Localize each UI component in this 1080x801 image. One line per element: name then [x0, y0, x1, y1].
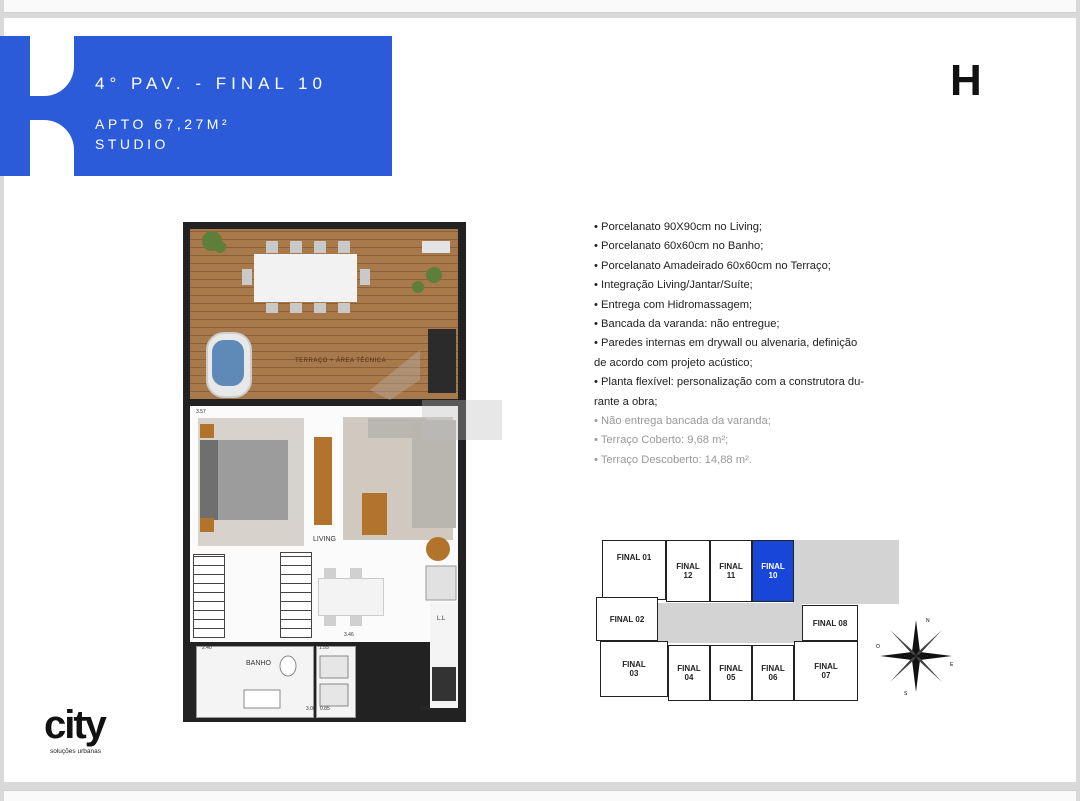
compass-north: N: [926, 618, 930, 624]
keyplan-unit: FINAL 05: [710, 645, 752, 701]
compass-south: S: [904, 691, 908, 696]
corridor: [656, 603, 802, 643]
keyplan-unit-highlighted: FINAL 10: [752, 540, 794, 602]
toilet: [280, 656, 296, 676]
washer: [320, 656, 348, 678]
spec-item: • Integração Living/Jantar/Suíte;: [594, 279, 753, 292]
terrace-label: TERRAÇO + ÁREA TÉCNICA: [295, 358, 387, 364]
keyplan-unit: FINAL 03: [600, 641, 668, 697]
dimension-label: 3.00: [420, 706, 430, 712]
dimension-label: 3.46: [344, 632, 354, 638]
unit-area-type: [95, 114, 230, 154]
spec-item: • Terraço Coberto: 9,68 m²;: [594, 434, 729, 447]
spec-item: • Bancada da varanda: não entregue;: [594, 318, 780, 331]
cooktop: [432, 667, 456, 701]
plant-icon: [202, 231, 442, 293]
spec-item: de acordo com projeto acústico;: [594, 356, 753, 369]
terrace-chairs: [242, 241, 370, 313]
spec-item: • Terraço Descoberto: 14,88 m².: [594, 453, 752, 466]
spec-list: [594, 218, 924, 470]
keyplan-unit: FINAL 04: [668, 645, 710, 701]
spec-item: • Paredes internas em drywall ou alvenaria, definição: [594, 337, 858, 350]
nightstands: [200, 424, 214, 532]
terrace-bench: [422, 241, 450, 253]
spec-item: • Não entrega bancada da varanda;: [594, 415, 771, 428]
dimension-label: 3.57: [196, 409, 206, 415]
keyplan-unit: FINAL 07: [794, 641, 858, 701]
watermark-logo: [360, 340, 510, 450]
spec-item: • Entrega com Hidromassagem;: [594, 298, 753, 311]
top-frame-strip: [4, 0, 1076, 13]
ll-label: L.L: [437, 616, 446, 622]
spec-item: rante a obra;: [594, 395, 658, 408]
brand-h-logo: H: [950, 56, 980, 105]
sink: [244, 690, 280, 708]
dining-chairs: [324, 568, 362, 626]
spec-item: • Porcelanato 60x60cm no Banho;: [594, 240, 764, 253]
dryer: [320, 684, 348, 706]
dimension-label: 2.40: [202, 645, 212, 651]
compass-west: O: [876, 644, 880, 650]
spec-item: • Planta flexível: personalização com a construtora du-: [594, 376, 865, 389]
dimension-label: 0.85: [320, 706, 330, 712]
keyplan-unit: FINAL 01: [602, 540, 666, 600]
living-label: LIVING: [313, 536, 336, 543]
spec-item: • Porcelanato Amadeirado 60x60cm no Terraço;: [594, 259, 831, 272]
dimension-label: 1.55: [319, 645, 329, 651]
bath-fixtures: [196, 646, 356, 716]
compass-east: E: [950, 662, 954, 668]
spec-item: • Porcelanato 90X90cm no Living;: [594, 221, 763, 233]
compass-rose-icon: [876, 616, 956, 696]
floor-unit-title: 4° PAV. - FINAL 10: [95, 74, 327, 93]
unit-area: APTO 67,27M²: [95, 116, 231, 132]
unit-type: STUDIO: [95, 136, 169, 152]
armchair: [426, 566, 456, 600]
keyplan-unit: FINAL 11: [710, 540, 752, 602]
dimension-label: 3.00: [306, 706, 316, 712]
keyplan-unit: FINAL 08: [802, 605, 858, 641]
keyplan-unit: FINAL 06: [752, 645, 794, 701]
bathroom-label: BANHO: [246, 660, 271, 667]
core-area: [793, 540, 899, 604]
keyplan-unit: FINAL 02: [596, 597, 658, 641]
bottom-frame-strip: [4, 790, 1076, 801]
keyplan-unit: FINAL 12: [666, 540, 710, 602]
city-logo: city: [44, 703, 105, 747]
city-logo-tagline: soluções urbanas: [50, 748, 101, 755]
